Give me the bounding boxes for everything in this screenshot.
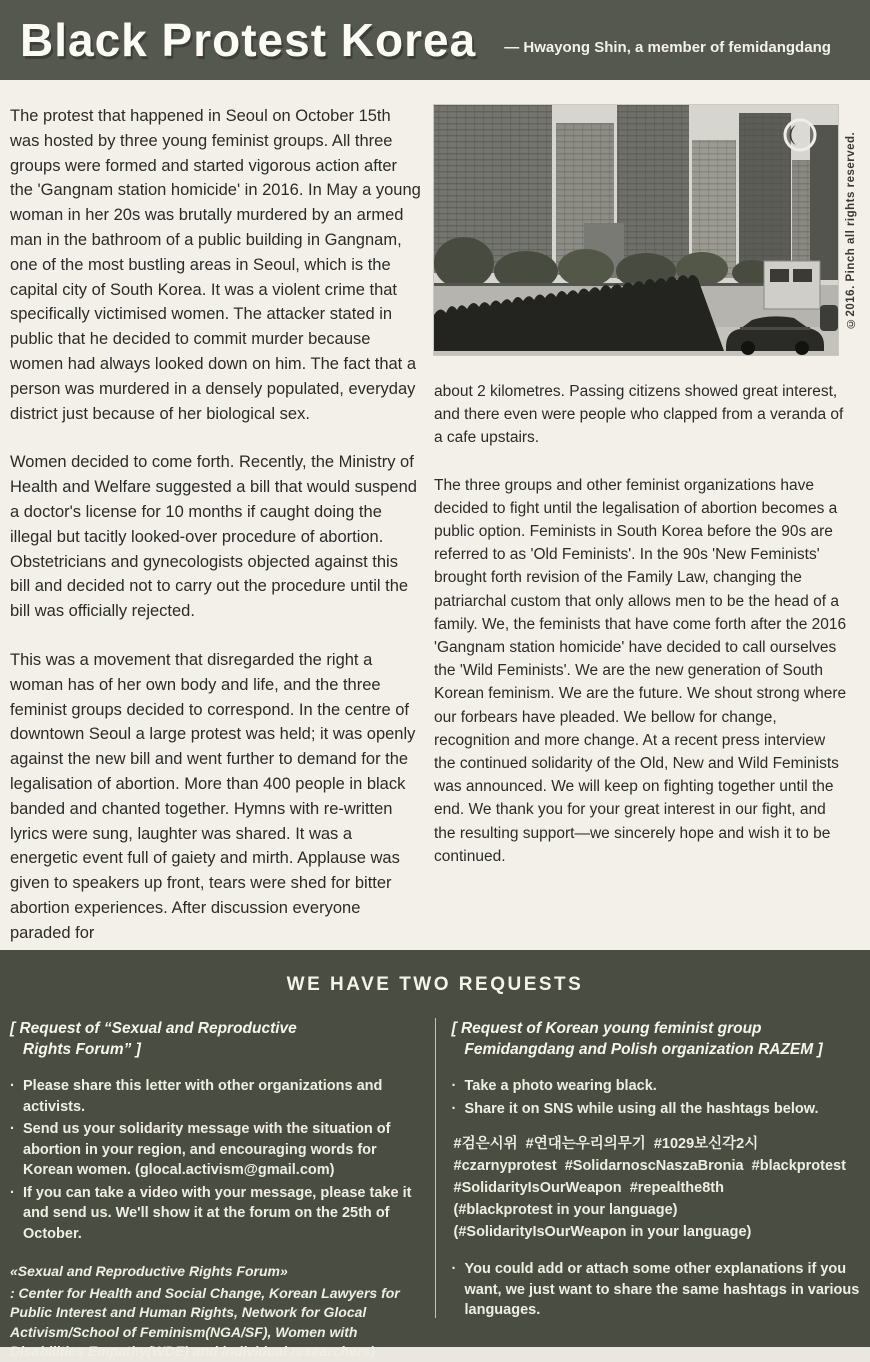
request-forum-column bbox=[0, 1018, 436, 1318]
request-bullet: · Please share this letter with other organizations and activists. bbox=[10, 1076, 419, 1117]
photo-watermark-icon bbox=[785, 120, 815, 150]
request-femidangdang-column bbox=[436, 1018, 870, 1318]
requests-heading: WE HAVE TWO REQUESTS bbox=[0, 950, 870, 996]
masthead bbox=[0, 0, 870, 80]
paragraph: The protest that happened in Seoul on October 15th was hosted by three young feminist groups. All three groups were formed and started vigorous action after the 'Gangnam station homicide' in 2016. In May a young woman in her 20s was brutally murdered by an armed man in the bathroom of a public building in Gangnam, one of the most bustling areas in Seoul, which is the capital city of South Korea. It was a violent crime that specifically victimised women. The attacker stated in public that he decided to commit murder because women had always looked down on him. The fact that a person was murdered in a densely populated, everyday district just because of her biological sex. bbox=[10, 104, 422, 426]
street-kiosk bbox=[764, 261, 820, 309]
article-right-column bbox=[434, 380, 850, 892]
paragraph: Women decided to come forth. Recently, the Ministry of Health and Welfare suggested a bill that would suspend a doctor's license for 10 months if caught doing the illegal but tacitly looked-over procedure of abortion. Obstetricians and gynecologists objected against this bill and decided not to carry out the procedure until the bill was officially rejected. bbox=[10, 450, 422, 624]
paragraph: The three groups and other feminist organizations have decided to fight until the legalisation of abortion becomes a public option. Feminists in South Korea before the 90s are referred to as 'Old Feminists'. In the 90s 'New Feminists' brought forth revision of the Family Law, changing the patriarchal custom that only allows men to be the head of a family. We, the feminists that have come forth after the 2016 'Gangnam station homicide' have decided to call ourselves the 'Wild Feminists'. We are the new generation of South Korean feminism. We are the future. We shout strong where our forbears have pleaded. We bellow for change, recognition and more change. At a recent press interview the continued solidarity of the Old, New and Wild Feminists was announced. We will keep on fighting together until the end. We thank you for your great interest in our fight, and the resulting support—we sincerely hope and wish it to be continued. bbox=[434, 474, 850, 868]
forum-name: «Sexual and Reproductive Rights Forum» bbox=[10, 1262, 419, 1282]
protest-photo bbox=[434, 105, 838, 355]
paragraph: about 2 kilometres. Passing citizens showed great interest, and there even were people who clapped from a veranda of a cafe upstairs. bbox=[434, 380, 850, 450]
forum-member-list: : Center for Health and Social Change, Korean Lawyers for Public Interest and Human Rights, Network for Glocal Activism/School of Feminism(NGA/SF), Women with Disabilities Empathy(WDE) and individual researchers) bbox=[10, 1284, 419, 1362]
paragraph: This was a movement that disregarded the right a woman has of her own body and life, and the three feminist groups decided to correspond. In the centre of downtown Seoul a large protest was held; it was openly against the new bill and went further to demand for the legalisation of abortion. More than 400 people in black banded and chanted together. Hymns with re-written lyrics were sung, laughter was shared. It was a energetic event full of gaiety and mirth. Applause was given to speakers up front, tears were shed for bitter abortion experiences. After discussion everyone paraded for bbox=[10, 648, 422, 946]
article-left-column bbox=[10, 104, 422, 970]
city-buildings bbox=[434, 105, 838, 280]
photo-credit: ©2016. Pinch all rights reserved. bbox=[840, 105, 862, 355]
request-bullet: · If you can take a video with your message, please take it and send us. We'll show it at the forum on the 25th of October. bbox=[10, 1183, 419, 1245]
request-forum-title: [ Request of “Sexual and Reproductive Rights Forum” ] bbox=[10, 1018, 419, 1060]
request-bullet: · Send us your solidarity message with the situation of abortion in your region, and encouraging words for Korean women. (glocal.activism@gmail.com) bbox=[10, 1119, 419, 1181]
request-bullet: · Take a photo wearing black. bbox=[452, 1076, 861, 1097]
protest-photo-illustration bbox=[434, 105, 838, 355]
request-bullet: · Share it on SNS while using all the hashtags below. bbox=[452, 1099, 861, 1120]
hashtag-list: #검은시위 #연대는우리의무기 #1029보신각2시 #czarnyprotest #SolidarnoscNaszaBronia #blackprotest #SolidarityIsOurWeapon #repealthe8th (#blackprotest in your language) (#SolidarityIsOurWeapon in your language) bbox=[454, 1133, 861, 1243]
request-femidangdang-title: [ Request of Korean young feminist group Femidangdang and Polish organization RAZEM ] bbox=[452, 1018, 861, 1060]
requests-columns bbox=[0, 1018, 870, 1318]
author-byline: — Hwayong Shin, a member of femidangdang bbox=[504, 39, 831, 56]
page-title: Black Protest Korea bbox=[20, 17, 476, 63]
forum-members-block bbox=[10, 1262, 419, 1362]
request-note: · You could add or attach some other explanations if you want, we just want to share the same hashtags in various languages. bbox=[452, 1259, 861, 1321]
requests-section bbox=[0, 950, 870, 1347]
